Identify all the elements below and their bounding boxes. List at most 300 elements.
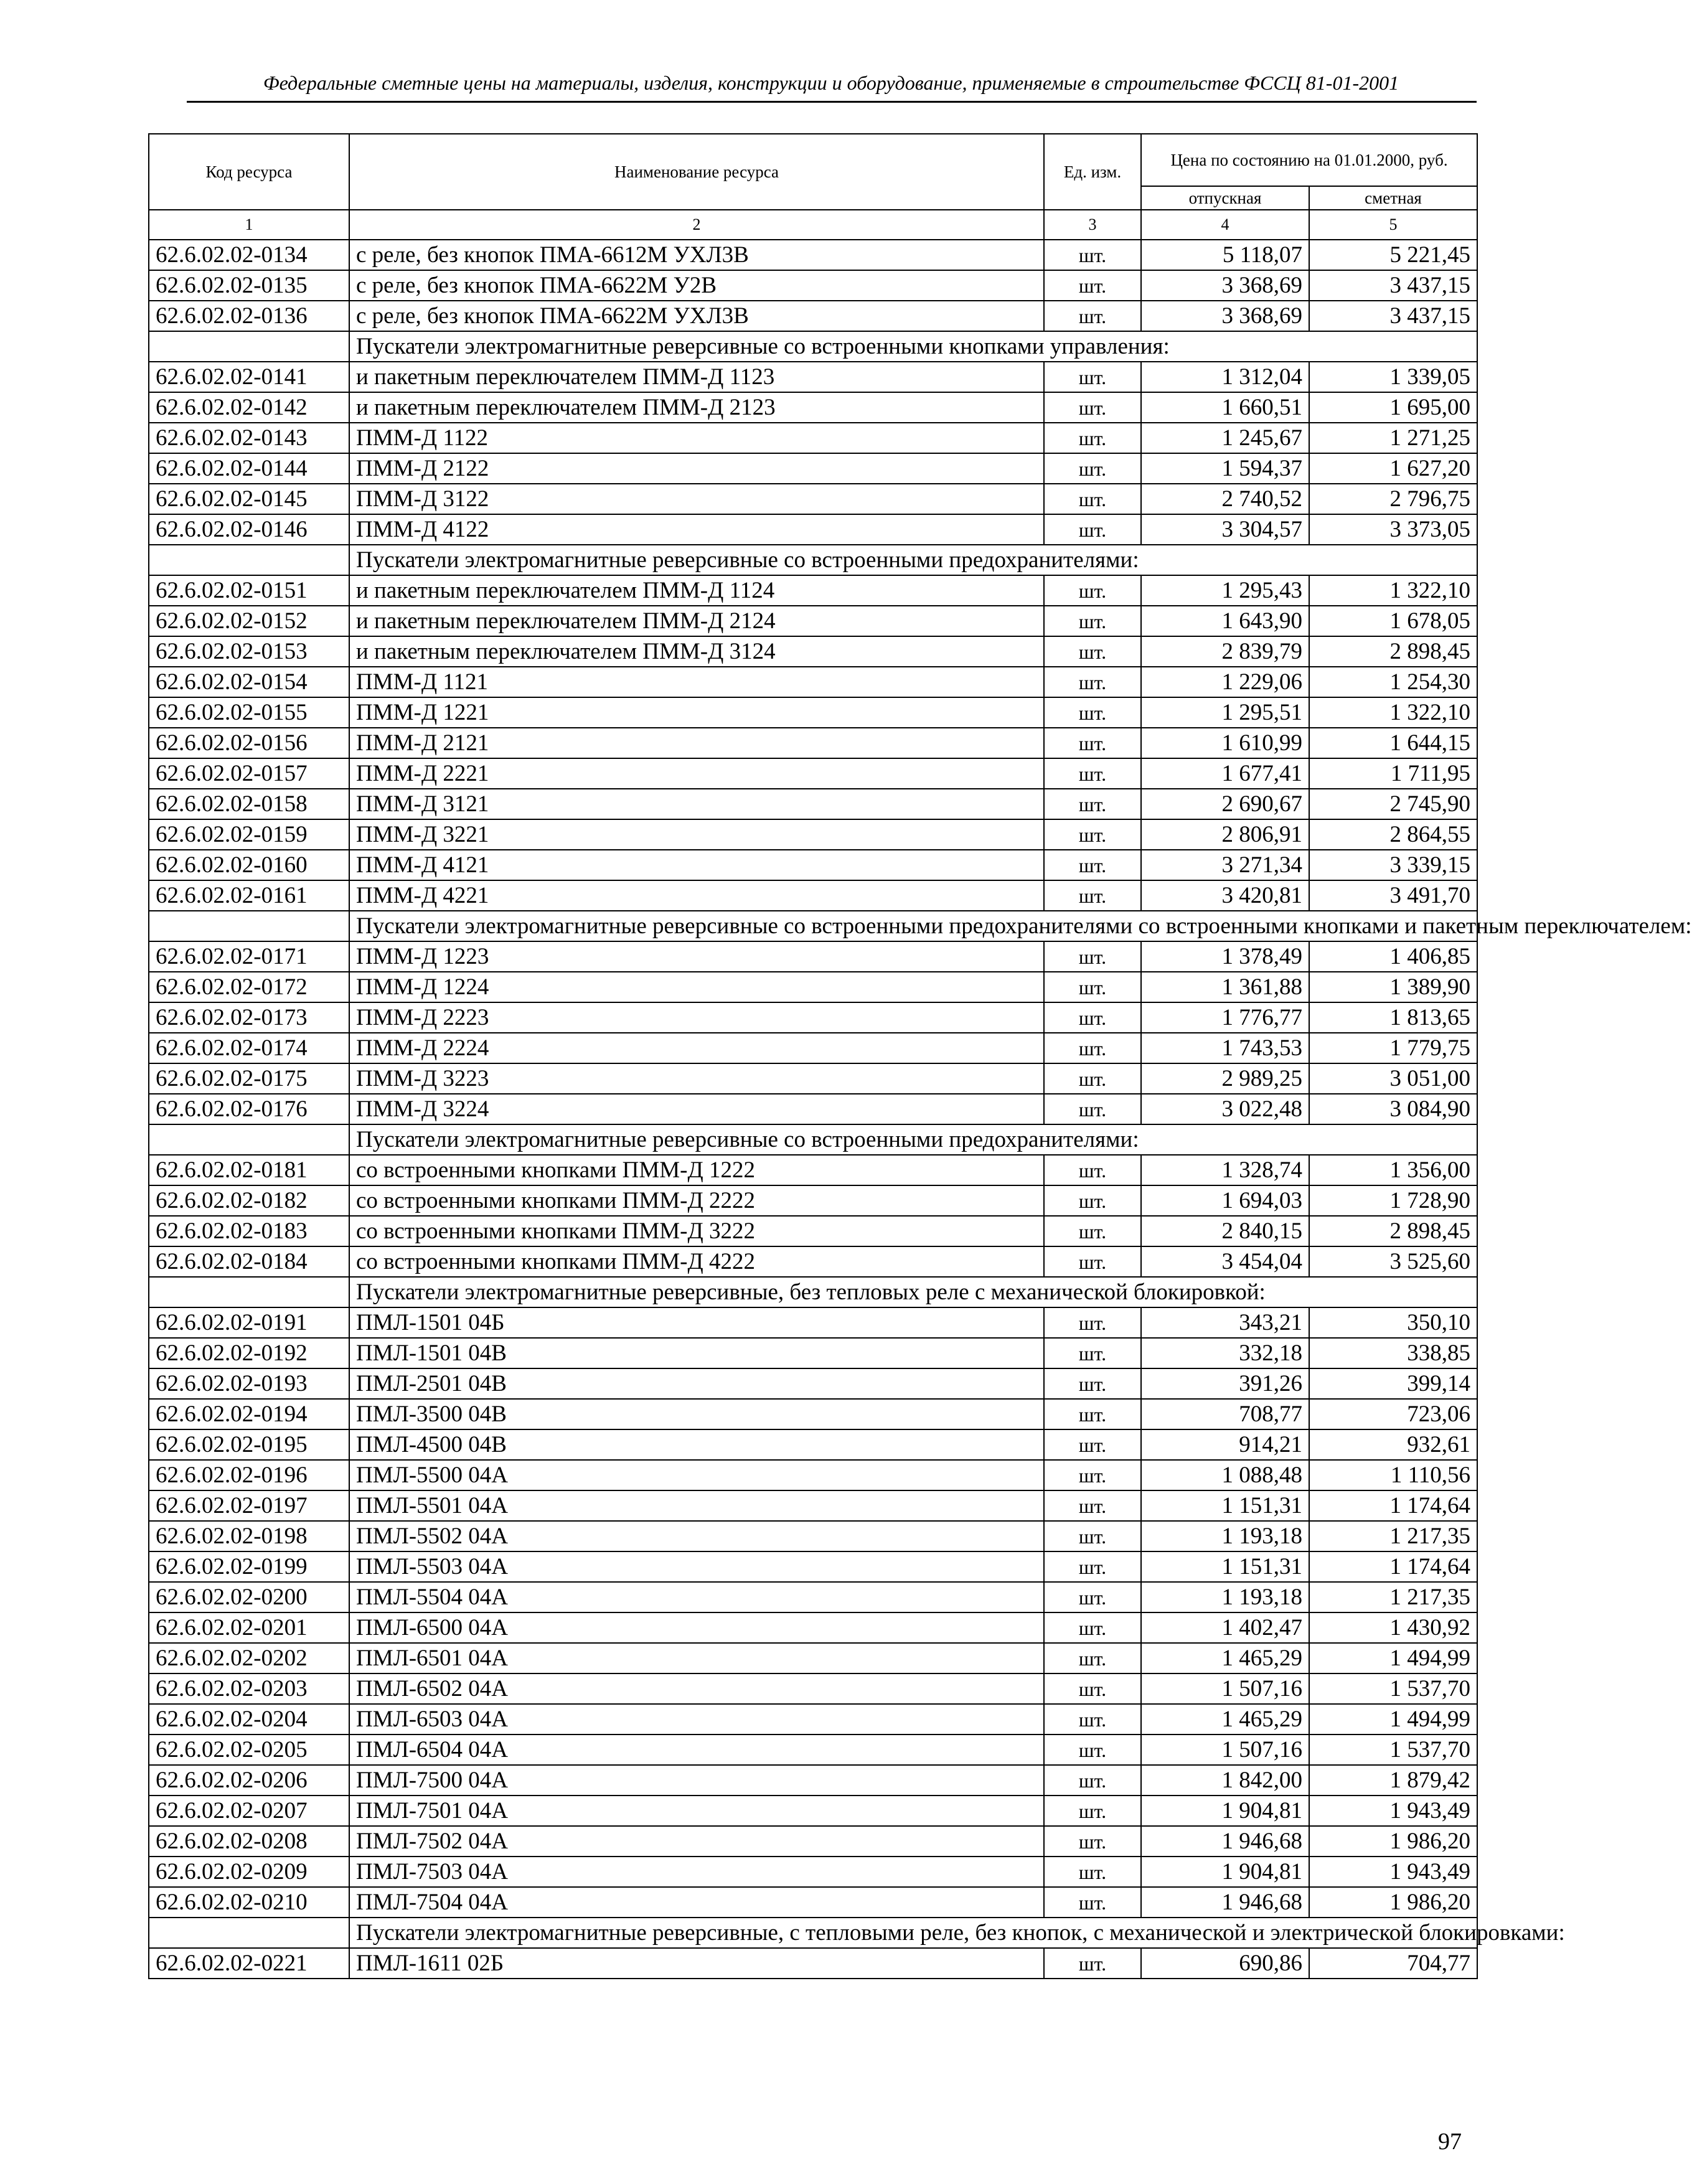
table-row: [149, 606, 1477, 636]
unit-of-measure: шт.: [1044, 1826, 1141, 1857]
resource-code: 62.6.02.02-0158: [149, 789, 349, 819]
estimate-price: 1 537,70: [1309, 1734, 1477, 1765]
unit-of-measure: шт.: [1044, 728, 1141, 758]
table-row: [149, 1765, 1477, 1796]
table-row: [149, 1612, 1477, 1643]
resource-code: 62.6.02.02-0191: [149, 1307, 349, 1338]
resource-code: 62.6.02.02-0194: [149, 1399, 349, 1429]
estimate-price: 1 711,95: [1309, 758, 1477, 789]
estimate-price: 1 627,20: [1309, 453, 1477, 484]
table-row: [149, 697, 1477, 728]
estimate-price: 3 373,05: [1309, 514, 1477, 545]
table-body: [149, 240, 1692, 1979]
resource-code: 62.6.02.02-0146: [149, 514, 349, 545]
resource-name: ПММ-Д 3221: [349, 819, 1044, 850]
estimate-price: 1 356,00: [1309, 1155, 1477, 1185]
unit-of-measure: шт.: [1044, 1155, 1141, 1185]
release-price: 1 946,68: [1141, 1887, 1309, 1918]
unit-of-measure: шт.: [1044, 1307, 1141, 1338]
resource-name: ПМЛ-7500 04А: [349, 1765, 1044, 1796]
resource-name: ПМЛ-6501 04А: [349, 1643, 1044, 1673]
unit-of-measure: шт.: [1044, 1887, 1141, 1918]
resource-code: 62.6.02.02-0143: [149, 423, 349, 453]
unit-of-measure: шт.: [1044, 453, 1141, 484]
resource-code: 62.6.02.02-0208: [149, 1826, 349, 1857]
resource-code: 62.6.02.02-0221: [149, 1948, 349, 1979]
table-row: [149, 270, 1477, 301]
resource-code: 62.6.02.02-0197: [149, 1490, 349, 1521]
estimate-price: 1 879,42: [1309, 1765, 1477, 1796]
resource-code: 62.6.02.02-0161: [149, 880, 349, 911]
resource-code: 62.6.02.02-0206: [149, 1765, 349, 1796]
estimate-price: 350,10: [1309, 1307, 1477, 1338]
unit-of-measure: шт.: [1044, 270, 1141, 301]
unit-of-measure: шт.: [1044, 880, 1141, 911]
unit-of-measure: шт.: [1044, 1643, 1141, 1673]
release-price: 1 378,49: [1141, 941, 1309, 972]
resource-code: 62.6.02.02-0184: [149, 1246, 349, 1277]
resource-code: 62.6.02.02-0209: [149, 1857, 349, 1887]
resource-code: 62.6.02.02-0141: [149, 362, 349, 392]
col-header-unit: Ед. изм.: [1044, 134, 1141, 210]
release-price: 1 610,99: [1141, 728, 1309, 758]
table-row: [149, 941, 1477, 972]
estimate-price: 1 779,75: [1309, 1033, 1477, 1063]
section-code-cell: [149, 545, 349, 575]
section-row: [149, 545, 1477, 575]
section-title: Пускатели электромагнитные реверсивные со встроенными кнопками управления:: [349, 331, 1477, 362]
release-price: 1 776,77: [1141, 1002, 1309, 1033]
table-row: [149, 1216, 1477, 1246]
resource-code: 62.6.02.02-0135: [149, 270, 349, 301]
col-header-code: Код ресурса: [149, 134, 349, 210]
resource-price-table: [148, 133, 1692, 1979]
table-row: [149, 1673, 1477, 1704]
table-row: [149, 1094, 1477, 1124]
unit-of-measure: шт.: [1044, 1063, 1141, 1094]
section-code-cell: [149, 331, 349, 362]
table-row: [149, 1521, 1477, 1551]
table-row: [149, 1643, 1477, 1673]
col-number-3: 3: [1044, 210, 1141, 240]
unit-of-measure: шт.: [1044, 819, 1141, 850]
section-title: Пускатели электромагнитные реверсивные со встроенными предохранителями со встроенными кнопками и пакетным переключателем:: [349, 911, 1477, 941]
resource-name: ПМЛ-5502 04А: [349, 1521, 1044, 1551]
release-price: 5 118,07: [1141, 240, 1309, 270]
table-row: [149, 789, 1477, 819]
unit-of-measure: шт.: [1044, 850, 1141, 880]
unit-of-measure: шт.: [1044, 362, 1141, 392]
resource-name: со встроенными кнопками ПММ-Д 2222: [349, 1185, 1044, 1216]
col-header-release-price: отпускная: [1141, 186, 1309, 210]
estimate-price: 3 339,15: [1309, 850, 1477, 880]
section-code-cell: [149, 1277, 349, 1307]
release-price: 1 295,51: [1141, 697, 1309, 728]
estimate-price: 1 986,20: [1309, 1887, 1477, 1918]
table-row: [149, 1185, 1477, 1216]
unit-of-measure: шт.: [1044, 667, 1141, 697]
estimate-price: 1 339,05: [1309, 362, 1477, 392]
estimate-price: 3 084,90: [1309, 1094, 1477, 1124]
release-price: 1 295,43: [1141, 575, 1309, 606]
resource-name: ПМЛ-7504 04А: [349, 1887, 1044, 1918]
resource-code: 62.6.02.02-0182: [149, 1185, 349, 1216]
resource-name: ПМЛ-4500 04В: [349, 1429, 1044, 1460]
estimate-price: 1 678,05: [1309, 606, 1477, 636]
release-price: 332,18: [1141, 1338, 1309, 1368]
release-price: 1 660,51: [1141, 392, 1309, 423]
release-price: 343,21: [1141, 1307, 1309, 1338]
release-price: 1 904,81: [1141, 1857, 1309, 1887]
resource-code: 62.6.02.02-0156: [149, 728, 349, 758]
resource-name: и пакетным переключателем ПММ-Д 3124: [349, 636, 1044, 667]
release-price: 1 328,74: [1141, 1155, 1309, 1185]
resource-name: ПМЛ-6503 04А: [349, 1704, 1044, 1734]
unit-of-measure: шт.: [1044, 1704, 1141, 1734]
estimate-price: 3 437,15: [1309, 270, 1477, 301]
resource-code: 62.6.02.02-0192: [149, 1338, 349, 1368]
col-number-5: 5: [1309, 210, 1477, 240]
estimate-price: 1 322,10: [1309, 697, 1477, 728]
unit-of-measure: шт.: [1044, 1399, 1141, 1429]
unit-of-measure: шт.: [1044, 1368, 1141, 1399]
estimate-price: 1 494,99: [1309, 1704, 1477, 1734]
unit-of-measure: шт.: [1044, 392, 1141, 423]
unit-of-measure: шт.: [1044, 1002, 1141, 1033]
table-row: [149, 575, 1477, 606]
release-price: 1 743,53: [1141, 1033, 1309, 1063]
resource-code: 62.6.02.02-0142: [149, 392, 349, 423]
table-row: [149, 1887, 1477, 1918]
table-row: [149, 819, 1477, 850]
estimate-price: 3 491,70: [1309, 880, 1477, 911]
unit-of-measure: шт.: [1044, 1338, 1141, 1368]
release-price: 1 904,81: [1141, 1796, 1309, 1826]
table-row: [149, 362, 1477, 392]
resource-name: и пакетным переключателем ПММ-Д 1123: [349, 362, 1044, 392]
resource-name: ПММ-Д 3122: [349, 484, 1044, 514]
resource-name: с реле, без кнопок ПМА-6612М УХЛ3В: [349, 240, 1044, 270]
unit-of-measure: шт.: [1044, 941, 1141, 972]
col-number-1: 1: [149, 210, 349, 240]
table-row: [149, 1368, 1477, 1399]
estimate-price: 1 986,20: [1309, 1826, 1477, 1857]
resource-code: 62.6.02.02-0151: [149, 575, 349, 606]
resource-name: с реле, без кнопок ПМА-6622М УХЛ3В: [349, 301, 1044, 331]
table-row: [149, 1338, 1477, 1368]
estimate-price: 399,14: [1309, 1368, 1477, 1399]
release-price: 2 806,91: [1141, 819, 1309, 850]
resource-code: 62.6.02.02-0203: [149, 1673, 349, 1704]
estimate-price: 1 217,35: [1309, 1582, 1477, 1612]
release-price: 1 507,16: [1141, 1734, 1309, 1765]
release-price: 3 368,69: [1141, 270, 1309, 301]
table-row: [149, 667, 1477, 697]
section-code-cell: [149, 1124, 349, 1155]
resource-name: ПМЛ-5500 04А: [349, 1460, 1044, 1490]
release-price: 1 229,06: [1141, 667, 1309, 697]
release-price: 914,21: [1141, 1429, 1309, 1460]
resource-name: ПММ-Д 2122: [349, 453, 1044, 484]
table-row: [149, 1948, 1477, 1979]
estimate-price: 1 110,56: [1309, 1460, 1477, 1490]
resource-code: 62.6.02.02-0173: [149, 1002, 349, 1033]
resource-name: ПМЛ-1501 04Б: [349, 1307, 1044, 1338]
resource-code: 62.6.02.02-0160: [149, 850, 349, 880]
estimate-price: 2 898,45: [1309, 1216, 1477, 1246]
estimate-price: 1 406,85: [1309, 941, 1477, 972]
table-row: [149, 850, 1477, 880]
unit-of-measure: шт.: [1044, 1490, 1141, 1521]
release-price: 708,77: [1141, 1399, 1309, 1429]
section-row: [149, 911, 1477, 941]
release-price: 2 840,15: [1141, 1216, 1309, 1246]
resource-name: со встроенными кнопками ПММ-Д 1222: [349, 1155, 1044, 1185]
estimate-price: 1 494,99: [1309, 1643, 1477, 1673]
resource-code: 62.6.02.02-0157: [149, 758, 349, 789]
resource-name: ПММ-Д 1121: [349, 667, 1044, 697]
resource-name: ПМЛ-7502 04А: [349, 1826, 1044, 1857]
release-price: 3 420,81: [1141, 880, 1309, 911]
table-row: [149, 1429, 1477, 1460]
estimate-price: 723,06: [1309, 1399, 1477, 1429]
section-row: [149, 1277, 1477, 1307]
release-price: 2 690,67: [1141, 789, 1309, 819]
unit-of-measure: шт.: [1044, 1246, 1141, 1277]
resource-name: ПММ-Д 1223: [349, 941, 1044, 972]
resource-code: 62.6.02.02-0199: [149, 1551, 349, 1582]
unit-of-measure: шт.: [1044, 1857, 1141, 1887]
release-price: 391,26: [1141, 1368, 1309, 1399]
estimate-price: 1 389,90: [1309, 972, 1477, 1002]
resource-code: 62.6.02.02-0171: [149, 941, 349, 972]
resource-name: ПММ-Д 2223: [349, 1002, 1044, 1033]
unit-of-measure: шт.: [1044, 1612, 1141, 1643]
release-price: 1 507,16: [1141, 1673, 1309, 1704]
unit-of-measure: шт.: [1044, 758, 1141, 789]
estimate-price: 2 898,45: [1309, 636, 1477, 667]
resource-code: 62.6.02.02-0207: [149, 1796, 349, 1826]
unit-of-measure: шт.: [1044, 1033, 1141, 1063]
release-price: 3 022,48: [1141, 1094, 1309, 1124]
table-row: [149, 1063, 1477, 1094]
release-price: 1 151,31: [1141, 1551, 1309, 1582]
table-row: [149, 1582, 1477, 1612]
release-price: 3 368,69: [1141, 301, 1309, 331]
resource-code: 62.6.02.02-0174: [149, 1033, 349, 1063]
unit-of-measure: шт.: [1044, 1185, 1141, 1216]
resource-name: ПМЛ-5501 04А: [349, 1490, 1044, 1521]
table-row: [149, 1704, 1477, 1734]
table-row: [149, 1826, 1477, 1857]
resource-name: ПММ-Д 4221: [349, 880, 1044, 911]
section-title: Пускатели электромагнитные реверсивные, с тепловыми реле, без кнопок, с механической и электрической блокировками:: [349, 1918, 1477, 1948]
estimate-price: 3 525,60: [1309, 1246, 1477, 1277]
unit-of-measure: шт.: [1044, 514, 1141, 545]
resource-code: 62.6.02.02-0175: [149, 1063, 349, 1094]
col-header-name: Наименование ресурса: [349, 134, 1044, 210]
table-row: [149, 423, 1477, 453]
estimate-price: 1 695,00: [1309, 392, 1477, 423]
unit-of-measure: шт.: [1044, 301, 1141, 331]
table-row: [149, 392, 1477, 423]
resource-name: ПМЛ-5503 04А: [349, 1551, 1044, 1582]
col-number-4: 4: [1141, 210, 1309, 240]
unit-of-measure: шт.: [1044, 1673, 1141, 1704]
table-row: [149, 514, 1477, 545]
release-price: 1 594,37: [1141, 453, 1309, 484]
release-price: 1 193,18: [1141, 1521, 1309, 1551]
resource-code: 62.6.02.02-0144: [149, 453, 349, 484]
resource-name: и пакетным переключателем ПММ-Д 2123: [349, 392, 1044, 423]
resource-code: 62.6.02.02-0181: [149, 1155, 349, 1185]
estimate-price: 1 728,90: [1309, 1185, 1477, 1216]
resource-name: ПММ-Д 2221: [349, 758, 1044, 789]
table-row: [149, 1307, 1477, 1338]
resource-name: со встроенными кнопками ПММ-Д 4222: [349, 1246, 1044, 1277]
table-row: [149, 1246, 1477, 1277]
resource-code: 62.6.02.02-0205: [149, 1734, 349, 1765]
unit-of-measure: шт.: [1044, 606, 1141, 636]
resource-name: ПМЛ-2501 04В: [349, 1368, 1044, 1399]
estimate-price: 3 051,00: [1309, 1063, 1477, 1094]
col-header-estimate-price: сметная: [1309, 186, 1477, 210]
resource-name: ПМЛ-6502 04А: [349, 1673, 1044, 1704]
release-price: 1 694,03: [1141, 1185, 1309, 1216]
estimate-price: 1 813,65: [1309, 1002, 1477, 1033]
col-number-2: 2: [349, 210, 1044, 240]
col-header-price: Цена по состоянию на 01.01.2000, руб.: [1141, 134, 1477, 186]
resource-code: 62.6.02.02-0183: [149, 1216, 349, 1246]
estimate-price: 1 644,15: [1309, 728, 1477, 758]
estimate-price: 1 322,10: [1309, 575, 1477, 606]
unit-of-measure: шт.: [1044, 484, 1141, 514]
unit-of-measure: шт.: [1044, 972, 1141, 1002]
table-row: [149, 1734, 1477, 1765]
unit-of-measure: шт.: [1044, 789, 1141, 819]
resource-name: и пакетным переключателем ПММ-Д 1124: [349, 575, 1044, 606]
unit-of-measure: шт.: [1044, 697, 1141, 728]
table-row: [149, 453, 1477, 484]
estimate-price: 1 174,64: [1309, 1490, 1477, 1521]
resource-name: ПМЛ-7501 04А: [349, 1796, 1044, 1826]
table-row: [149, 1857, 1477, 1887]
resource-code: 62.6.02.02-0201: [149, 1612, 349, 1643]
resource-code: 62.6.02.02-0176: [149, 1094, 349, 1124]
resource-code: 62.6.02.02-0154: [149, 667, 349, 697]
resource-name: и пакетным переключателем ПММ-Д 2124: [349, 606, 1044, 636]
page-number: 97: [1438, 2129, 1462, 2155]
resource-name: ПММ-Д 4121: [349, 850, 1044, 880]
release-price: 1 361,88: [1141, 972, 1309, 1002]
unit-of-measure: шт.: [1044, 636, 1141, 667]
section-title: Пускатели электромагнитные реверсивные, без тепловых реле с механической блокировкой:: [349, 1277, 1477, 1307]
estimate-price: 1 943,49: [1309, 1857, 1477, 1887]
section-code-cell: [149, 911, 349, 941]
resource-name: ПММ-Д 3224: [349, 1094, 1044, 1124]
estimate-price: 2 864,55: [1309, 819, 1477, 850]
estimate-price: 1 537,70: [1309, 1673, 1477, 1704]
section-title: Пускатели электромагнитные реверсивные со встроенными предохранителями:: [349, 545, 1477, 575]
table-row: [149, 1033, 1477, 1063]
table-row: [149, 636, 1477, 667]
resource-code: 62.6.02.02-0155: [149, 697, 349, 728]
resource-name: ПМЛ-5504 04А: [349, 1582, 1044, 1612]
resource-name: ПММ-Д 4122: [349, 514, 1044, 545]
running-header: Федеральные сметные цены на материалы, изделия, конструкции и оборудование, применяемые в строительстве ФССЦ 81-01-2001: [263, 72, 1399, 94]
resource-name: ПММ-Д 1224: [349, 972, 1044, 1002]
estimate-price: 338,85: [1309, 1338, 1477, 1368]
table-row: [149, 1490, 1477, 1521]
unit-of-measure: шт.: [1044, 1734, 1141, 1765]
resource-name: ПМЛ-7503 04А: [349, 1857, 1044, 1887]
release-price: 1 643,90: [1141, 606, 1309, 636]
table-row: [149, 1796, 1477, 1826]
resource-code: 62.6.02.02-0172: [149, 972, 349, 1002]
estimate-price: 704,77: [1309, 1948, 1477, 1979]
estimate-price: 1 174,64: [1309, 1551, 1477, 1582]
table-row: [149, 1399, 1477, 1429]
table-row: [149, 1460, 1477, 1490]
release-price: 1 151,31: [1141, 1490, 1309, 1521]
unit-of-measure: шт.: [1044, 1551, 1141, 1582]
resource-name: ПМЛ-6504 04А: [349, 1734, 1044, 1765]
table-row: [149, 1002, 1477, 1033]
estimate-price: 1 271,25: [1309, 423, 1477, 453]
resource-code: 62.6.02.02-0196: [149, 1460, 349, 1490]
unit-of-measure: шт.: [1044, 240, 1141, 270]
unit-of-measure: шт.: [1044, 1521, 1141, 1551]
unit-of-measure: шт.: [1044, 1094, 1141, 1124]
release-price: 1 677,41: [1141, 758, 1309, 789]
table-row: [149, 484, 1477, 514]
table-row: [149, 758, 1477, 789]
release-price: 3 271,34: [1141, 850, 1309, 880]
resource-name: ПМЛ-1611 02Б: [349, 1948, 1044, 1979]
unit-of-measure: шт.: [1044, 423, 1141, 453]
table-row: [149, 1155, 1477, 1185]
estimate-price: 1 430,92: [1309, 1612, 1477, 1643]
section-code-cell: [149, 1918, 349, 1948]
section-title: Пускатели электромагнитные реверсивные со встроенными предохранителями:: [349, 1124, 1477, 1155]
section-row: [149, 1918, 1477, 1948]
estimate-price: 5 221,45: [1309, 240, 1477, 270]
release-price: 1 402,47: [1141, 1612, 1309, 1643]
resource-name: ПММ-Д 3223: [349, 1063, 1044, 1094]
resource-name: ПММ-Д 1122: [349, 423, 1044, 453]
unit-of-measure: шт.: [1044, 1429, 1141, 1460]
resource-code: 62.6.02.02-0200: [149, 1582, 349, 1612]
resource-code: 62.6.02.02-0204: [149, 1704, 349, 1734]
resource-name: ПММ-Д 3121: [349, 789, 1044, 819]
resource-code: 62.6.02.02-0202: [149, 1643, 349, 1673]
resource-name: ПММ-Д 2224: [349, 1033, 1044, 1063]
estimate-price: 2 796,75: [1309, 484, 1477, 514]
header-rule: [187, 101, 1477, 103]
resource-code: 62.6.02.02-0195: [149, 1429, 349, 1460]
unit-of-measure: шт.: [1044, 1216, 1141, 1246]
resource-name: ПМЛ-6500 04А: [349, 1612, 1044, 1643]
resource-code: 62.6.02.02-0145: [149, 484, 349, 514]
estimate-price: 1 943,49: [1309, 1796, 1477, 1826]
estimate-price: 1 217,35: [1309, 1521, 1477, 1551]
release-price: 1 842,00: [1141, 1765, 1309, 1796]
release-price: 3 304,57: [1141, 514, 1309, 545]
release-price: 1 465,29: [1141, 1643, 1309, 1673]
release-price: 1 245,67: [1141, 423, 1309, 453]
resource-name: со встроенными кнопками ПММ-Д 3222: [349, 1216, 1044, 1246]
release-price: 2 740,52: [1141, 484, 1309, 514]
